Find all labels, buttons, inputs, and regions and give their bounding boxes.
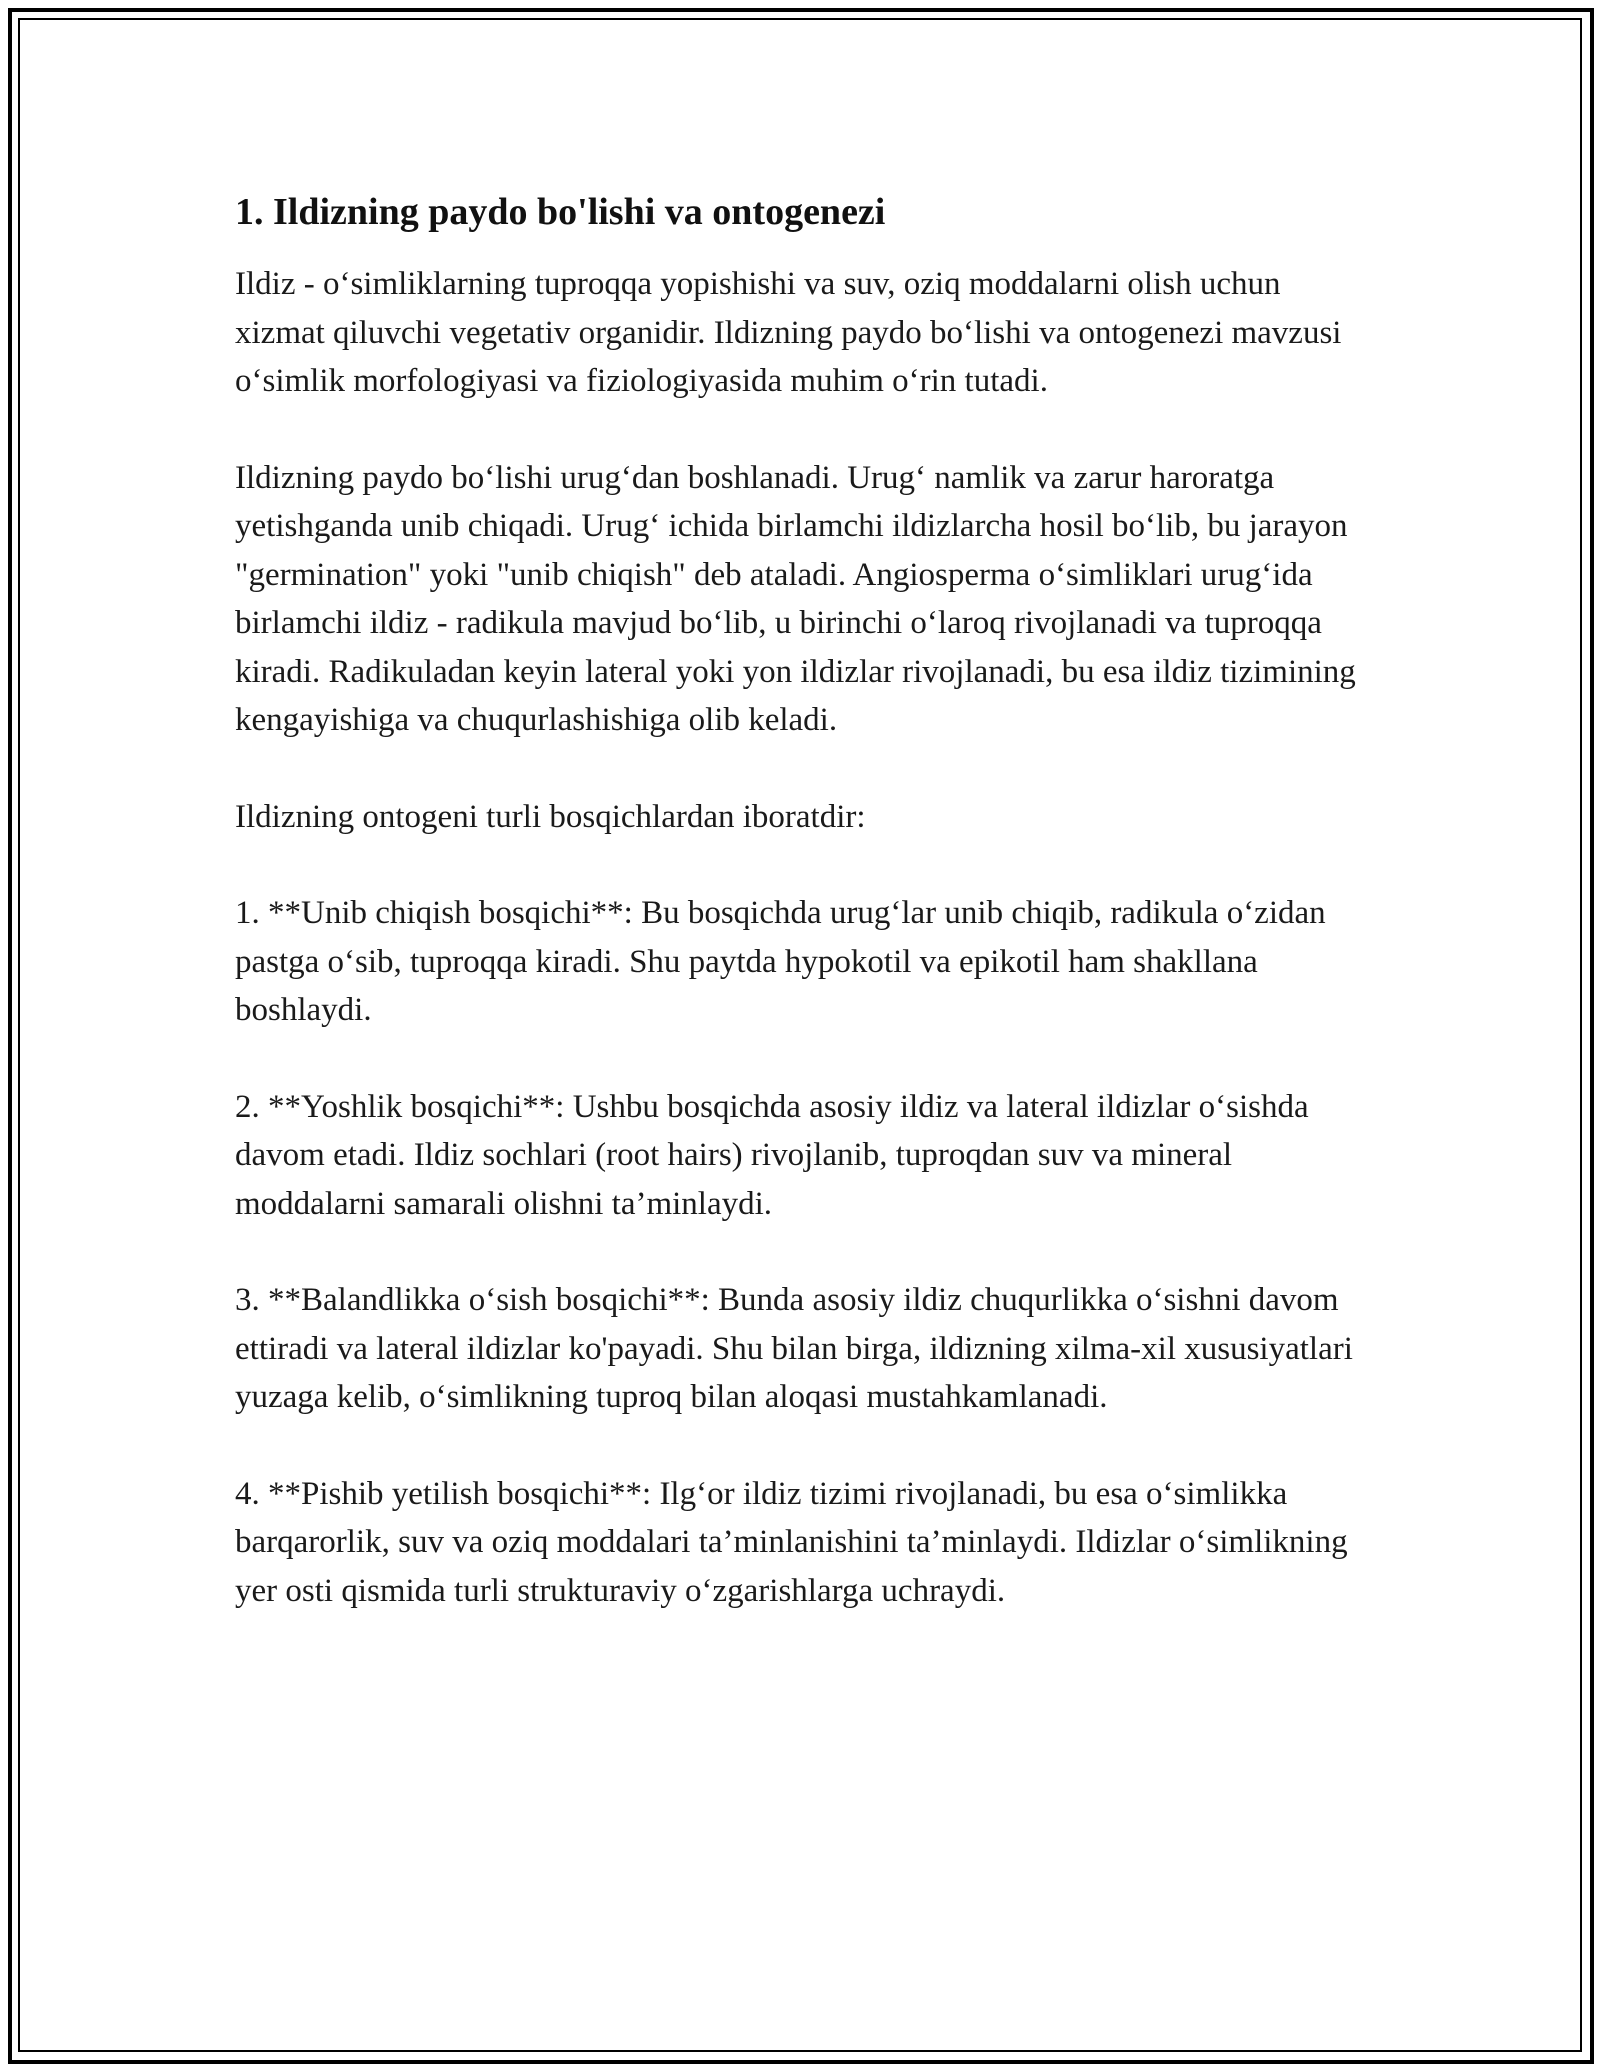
stage-4-paragraph: 4. **Pishib yetilish bosqichi**: Ilg‘or ildiz tizimi rivojlanadi, bu esa o‘simlikka barqarorlik, suv va oziq moddalari ta’minlanishini ta’minlaydi. Ildizlar o‘simlikning yer osti qismida turli strukturaviy o‘zgarishlarga uchraydi.: [235, 1475, 1348, 1609]
origin-paragraph: Ildizning paydo bo‘lishi urug‘dan boshlanadi. Urug‘ namlik va zarur haroratga yetishganda unib chiqadi. Urug‘ ichida birlamchi ildizlarcha hosil bo‘lib, bu jarayon "germination" yoki "unib chiqish" deb ataladi. Angiosperma o‘simliklari urug‘ida birlamchi ildiz - radikula mavjud bo‘lib, u birinchi o‘laroq rivojlanadi va tuproqqa kiradi. Radikuladan keyin lateral yoki yon ildizlar rivojlanadi, bu esa ildiz tizimining kengayishiga va chuqurlashishiga olib keladi.: [235, 459, 1356, 738]
intro-paragraph: Ildiz - o‘simliklarning tuproqqa yopishishi va suv, oziq moddalarni olish uchun xizmat qiluvchi vegetativ organidir. Ildizning paydo bo‘lishi va ontogenezi mavzusi o‘simlik morfologiyasi va fiziologiyasida muhim o‘rin tutadi.: [235, 266, 1342, 399]
document-body: [235, 186, 1365, 1663]
stage-3-paragraph: 3. **Balandlikka o‘sish bosqichi**: Bunda asosiy ildiz chuqurlikka o‘sishni davom ettiradi va lateral ildizlar ko'payadi. Shu bilan birga, ildizning xilma-xil xususiyatlari yuzaga kelib, o‘simlikning tuproq bilan aloqasi mustahkamlanadi.: [235, 1282, 1353, 1415]
stage-2-paragraph: 2. **Yoshlik bosqichi**: Ushbu bosqichda asosiy ildiz va lateral ildizlar o‘sishda davom etadi. Ildiz sochlari (root hairs) rivojlanib, tuproqdan suv va mineral moddalarni samarali olishni ta’minlaydi.: [235, 1088, 1309, 1222]
stages-intro-paragraph: Ildizning ontogeni turli bosqichlardan iboratdir:: [235, 798, 866, 835]
stage-1-paragraph: 1. **Unib chiqish bosqichi**: Bu bosqichda urug‘lar unib chiqib, radikula o‘zidan pastga o‘sib, tuproqqa kiradi. Shu paytda hypokotil va epikotil ham shakllana boshlaydi.: [235, 895, 1326, 1028]
section-heading: 1. Ildizning paydo bo'lishi va ontogenezi: [235, 191, 886, 233]
